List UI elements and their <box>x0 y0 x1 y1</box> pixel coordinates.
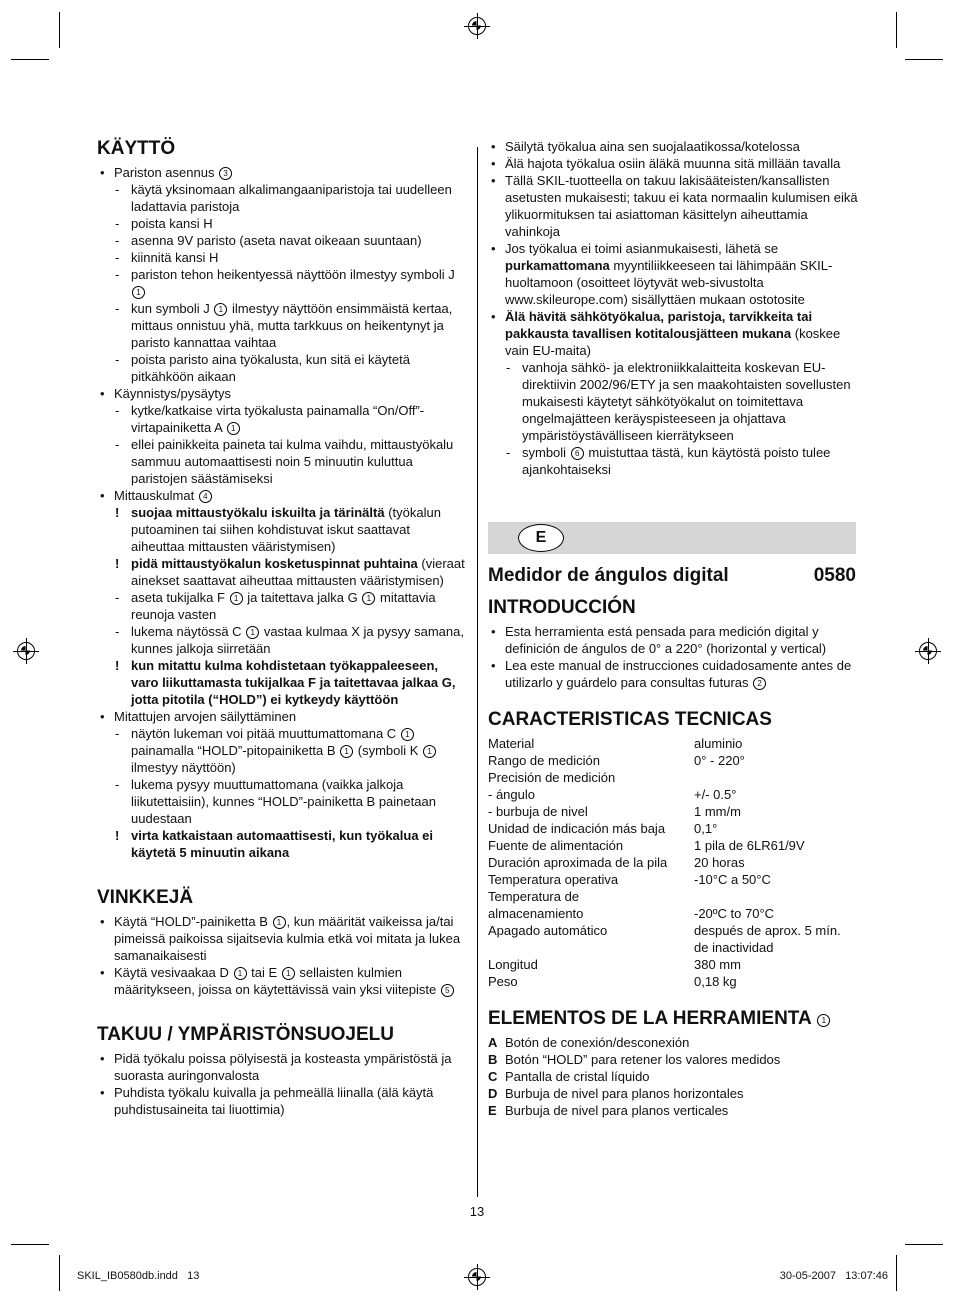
list-item <box>97 164 467 181</box>
item-text: symboli <box>522 445 567 460</box>
circled-number: 1 <box>214 303 227 316</box>
left-column <box>97 138 467 1118</box>
element-row <box>488 1102 858 1119</box>
item-text: Jos työkalua ei toimi asianmukaisesti, lähetä se <box>505 241 779 256</box>
spec-label: Apagado automático <box>488 923 608 938</box>
list-item <box>97 487 467 504</box>
footer-right: 30-05-2007 13:07:46 <box>779 1270 888 1282</box>
list-item: - vanhoja sähkö- ja elektroniikkalaitteita koskevan EU-direktiivin 2002/96/ETY ja sen maakohtaisten sovellusten mukaisesti käytetyt sähkötyökalut on toimitettava ongelmajätteen keräyspisteeseen ja ohjattava ympäristöystävälliseen kierrätykseen <box>488 359 858 444</box>
spec-label: almacenamiento <box>488 906 584 921</box>
list-item: • Käynnistys/pysäytys <box>97 385 467 402</box>
warning-item: ! virta katkaistaan automaattisesti, kun työkalua ei käytetä 5 minuutin aikana <box>97 827 467 861</box>
spec-value: 0,1° <box>694 821 718 836</box>
item-text: näytön lukeman voi pitää muuttumattomana C <box>131 726 397 741</box>
spec-label: Temperatura operativa <box>488 872 619 887</box>
circled-number: 1 <box>817 1014 830 1027</box>
spec-value: -20ºC to 70°C <box>694 906 775 921</box>
circled-number: 1 <box>362 592 375 605</box>
item-bold: Älä hävitä sähkötyökalua, paristoja, tarvikkeita tai pakkausta tavallisen kotitalousjätteen mukana <box>505 309 813 341</box>
element-letter: E <box>488 1103 497 1118</box>
list-item: • Mitattujen arvojen säilyttäminen <box>97 708 467 725</box>
item-text: (symboli K <box>357 743 419 758</box>
element-letter: D <box>488 1086 498 1101</box>
list-item <box>97 589 467 623</box>
column-divider <box>477 147 478 1197</box>
page-number: 13 <box>469 1204 485 1219</box>
list-item <box>97 266 467 300</box>
crop-mark <box>59 1255 60 1291</box>
list-item: - kiinnitä kansi H <box>97 249 467 266</box>
spec-label: Longitud <box>488 957 538 972</box>
item-text: lukema näytössä C <box>131 624 242 639</box>
spec-value: después de aprox. 5 mín. <box>694 923 841 938</box>
right-column-top <box>488 138 858 478</box>
spec-label: Precisión de medición <box>488 770 616 785</box>
circled-number: 5 <box>441 984 454 997</box>
spec-value: -10°C a 50°C <box>694 872 771 887</box>
item-text: , kun määrität vaikeissa ja/tai pimeissä paikoissa sijaitsevia kulmia etkä voi mitata ja lukea samanaikaisesti <box>114 914 461 963</box>
warning-bold: suojaa mittaustyökalu iskuilta ja tärinältä <box>131 505 385 520</box>
warning-item <box>97 555 467 589</box>
spec-value <box>694 769 858 786</box>
list-item: • Puhdista työkalu kuivalla ja pehmeällä liinalla (älä käytä puhdistusaineita tai liuottimia) <box>97 1084 467 1118</box>
spec-label <box>488 939 694 956</box>
element-desc: Botón “HOLD” para retener los valores medidos <box>505 1052 781 1067</box>
elements-list <box>488 1034 858 1119</box>
spec-value <box>694 888 858 905</box>
item-text: ilmestyy näyttöön) <box>131 760 236 775</box>
circled-number: 6 <box>571 447 584 460</box>
item-text: myyntiliikkeeseen tai lähimpään SKIL-huoltamoon (osoitteet löytyvät web-sivustolta www.skileurope.com) sisällyttäen mukaan ostotosite <box>505 258 833 307</box>
section-title-specs: CARACTERISTICAS TECNICAS <box>488 709 772 730</box>
registration-mark-icon <box>468 17 486 35</box>
footer-left: SKIL_IB0580db.indd 13 <box>77 1270 200 1282</box>
list-item: - käytä yksinomaan alkalimangaaniparistoja tai uudelleen ladattavia paristoja <box>97 181 467 215</box>
registration-mark-icon <box>468 1268 486 1286</box>
element-letter: C <box>488 1069 498 1084</box>
circled-number: 1 <box>227 422 240 435</box>
circled-number: 4 <box>199 490 212 503</box>
spec-row <box>488 922 858 939</box>
item-text: Lea este manual de instrucciones cuidadosamente antes de utilizarlo y guárdelo para consultas futuras <box>505 658 852 690</box>
spec-label: Material <box>488 736 535 751</box>
circled-number: 1 <box>401 728 414 741</box>
spec-label: Peso <box>488 974 518 989</box>
spec-label: Rango de medición <box>488 753 601 768</box>
list-item: - lukema pysyy muuttumattomana (vaikka jalkoja liikutettaisiin), kunnes “HOLD”-painiketta B painetaan uudestaan <box>97 776 467 827</box>
spec-row <box>488 854 858 871</box>
list-item: - poista kansi H <box>97 215 467 232</box>
section-title-takuu: TAKUU / YMPÄRISTÖNSUOJELU <box>97 1024 394 1045</box>
list-item <box>488 240 858 308</box>
elements-title-text: ELEMENTOS DE LA HERRAMIENTA <box>488 1008 812 1029</box>
circled-number: 2 <box>753 677 766 690</box>
item-text: painamalla “HOLD”-pitopainiketta B <box>131 743 336 758</box>
spec-label: Unidad de indicación más baja <box>488 821 666 836</box>
crop-mark <box>896 12 897 48</box>
spec-label: - ángulo <box>488 787 535 802</box>
list-item <box>97 964 467 998</box>
element-row <box>488 1051 858 1068</box>
circled-number: 1 <box>282 967 295 980</box>
element-desc: Burbuja de nivel para planos horizontales <box>505 1086 744 1101</box>
spec-row <box>488 905 858 922</box>
warning-text: (vieraat ainekset saattavat aiheuttaa mittausten vääristymisen) <box>131 556 465 588</box>
right-column-spanish <box>488 565 858 1119</box>
item-text: sellaisten kulmien määritykseen, joissa on käytettävissä vain yksi viitepiste <box>114 965 437 997</box>
item-text: pariston tehon heikentyessä näyttöön ilmestyy symboli J <box>131 267 455 282</box>
list-item: • Älä hajota työkalua osiin äläkä muunna sitä millään tavalla <box>488 155 858 172</box>
item-text: (koskee vain EU-maita) <box>505 326 841 358</box>
item-text: kun symboli J <box>131 301 210 316</box>
crop-mark <box>11 1244 49 1245</box>
spec-row <box>488 820 858 837</box>
product-model: 0580 <box>813 565 856 586</box>
circled-number: 1 <box>273 916 286 929</box>
list-item: - poista paristo aina työkalusta, kun sitä ei käytetä pitkähköön aikaan <box>97 351 467 385</box>
element-row <box>488 1068 858 1085</box>
item-text: Pariston asennus <box>114 165 215 180</box>
item-text: Käytä “HOLD”-painiketta B <box>114 914 268 929</box>
spec-row <box>488 735 858 752</box>
list-item <box>97 300 467 351</box>
registration-mark-icon <box>919 642 937 660</box>
language-badge: E <box>518 524 564 552</box>
spec-row <box>488 803 858 820</box>
circled-number: 1 <box>340 745 353 758</box>
circled-number: 1 <box>234 967 247 980</box>
list-item <box>97 402 467 436</box>
spec-value: 0° - 220° <box>694 753 745 768</box>
spec-row <box>488 786 858 803</box>
spec-row <box>488 752 858 769</box>
list-item <box>488 444 858 478</box>
warning-item: ! kun mitattu kulma kohdistetaan työkappaleeseen, varo liikuttamasta tukijalkaa F ja taitettavaa jalkaa G, jotta pitotila (“HOLD”) ei kytkeydy käyttöön <box>97 657 467 708</box>
list-item: - asenna 9V paristo (aseta navat oikeaan suuntaan) <box>97 232 467 249</box>
list-item: • Esta herramienta está pensada para medición digital y definición de ángulos de 0° a 220° (horizontal y vertical) <box>488 623 858 657</box>
list-item <box>488 308 858 359</box>
spec-row <box>488 871 858 888</box>
crop-mark <box>59 12 60 48</box>
spec-value: 20 horas <box>694 855 745 870</box>
item-text: muistuttaa tästä, kun käytöstä poisto tulee ajankohtaiseksi <box>522 445 831 477</box>
warning-bold: pidä mittaustyökalun kosketuspinnat puhtaina <box>131 556 418 571</box>
spec-row <box>488 973 858 990</box>
crop-mark <box>896 1255 897 1291</box>
spec-value: de inactividad <box>694 940 774 955</box>
item-bold: purkamattomana <box>505 258 610 273</box>
item-text: kytke/katkaise virta työkalusta painamalla “On/Off”-virtapainiketta A <box>131 403 425 435</box>
spec-value: 0,18 kg <box>694 974 737 989</box>
spec-row <box>488 956 858 973</box>
element-letter: A <box>488 1035 498 1050</box>
circled-number: 1 <box>230 592 243 605</box>
section-title-intro: INTRODUCCIÓN <box>488 597 636 618</box>
list-item <box>97 913 467 964</box>
spec-label: Temperatura de <box>488 889 580 904</box>
spec-value: 1 mm/m <box>694 804 741 819</box>
element-desc: Botón de conexión/desconexión <box>505 1035 690 1050</box>
section-title-kaytto: KÄYTTÖ <box>97 138 176 159</box>
product-heading <box>488 565 856 587</box>
circled-number: 1 <box>423 745 436 758</box>
element-desc: Burbuja de nivel para planos verticales <box>505 1103 729 1118</box>
spec-label: Duración aproximada de la pila <box>488 855 668 870</box>
spec-row <box>488 888 858 905</box>
language-banner <box>488 522 856 554</box>
item-text: Käytä vesivaakaa D <box>114 965 229 980</box>
crop-mark <box>11 59 49 60</box>
spec-value: 380 mm <box>694 957 741 972</box>
list-item <box>488 657 858 691</box>
item-text: aseta tukijalka F <box>131 590 225 605</box>
spec-value: 1 pila de 6LR61/9V <box>694 838 805 853</box>
spec-label: Fuente de alimentación <box>488 838 624 853</box>
element-row <box>488 1085 858 1102</box>
item-text: ilmestyy näyttöön ensimmäistä kertaa, mittaus onnistuu yhä, mutta tarkkuus on heikentynyt ja paristo kannattaa vaihtaa <box>131 301 453 350</box>
item-text: tai E <box>251 965 278 980</box>
item-text: ja taitettava jalka G <box>247 590 358 605</box>
list-item: • Säilytä työkalua aina sen suojalaatikossa/kotelossa <box>488 138 858 155</box>
spec-value: aluminio <box>694 736 743 751</box>
spec-value: +/- 0.5° <box>694 787 737 802</box>
item-text: mitattavia reunoja vasten <box>131 590 436 622</box>
item-text: Mittauskulmat <box>114 488 195 503</box>
warning-text: (työkalun putoaminen tai siihen kohdistuvat iskut saattavat aiheuttaa mittausten vääristymisen) <box>131 505 441 554</box>
registration-mark-icon <box>17 642 35 660</box>
circled-number: 1 <box>246 626 259 639</box>
section-title-elements <box>488 1008 858 1030</box>
element-row <box>488 1034 858 1051</box>
product-name: Medidor de ángulos digital <box>488 565 729 586</box>
spec-row <box>488 939 858 956</box>
spec-row <box>488 769 858 786</box>
crop-mark <box>905 59 943 60</box>
list-item: • Tällä SKIL-tuotteella on takuu lakisääteisten/kansallisten asetusten mukaisesti; takuu ei kata normaalin kulumisen eikä ylikuormituksen tai asiattoman käsittelyn aiheuttamia vahinkoja <box>488 172 858 240</box>
circled-number: 1 <box>132 286 145 299</box>
warning-item <box>97 504 467 555</box>
spec-label: - burbuja de nivel <box>488 804 588 819</box>
section-title-vinkkeja: VINKKEJÄ <box>97 887 194 908</box>
item-text: vastaa kulmaa X ja pysyy samana, kunnes jalkoja siirretään <box>131 624 464 656</box>
element-letter: B <box>488 1052 498 1067</box>
spec-row <box>488 837 858 854</box>
list-item <box>97 623 467 657</box>
circled-number: 3 <box>219 167 232 180</box>
list-item: • Pidä työkalu poissa pölyisestä ja kosteasta ympäristöstä ja suorasta auringonvalosta <box>97 1050 467 1084</box>
list-item: - ellei painikkeita paineta tai kulma vaihdu, mittaustyökalu sammuu automaattisesti noin 5 minuutin kuluttua paristojen säästämiseksi <box>97 436 467 487</box>
spec-table <box>488 735 858 990</box>
list-item <box>97 725 467 776</box>
crop-mark <box>905 1244 943 1245</box>
element-desc: Pantalla de cristal líquido <box>505 1069 650 1084</box>
